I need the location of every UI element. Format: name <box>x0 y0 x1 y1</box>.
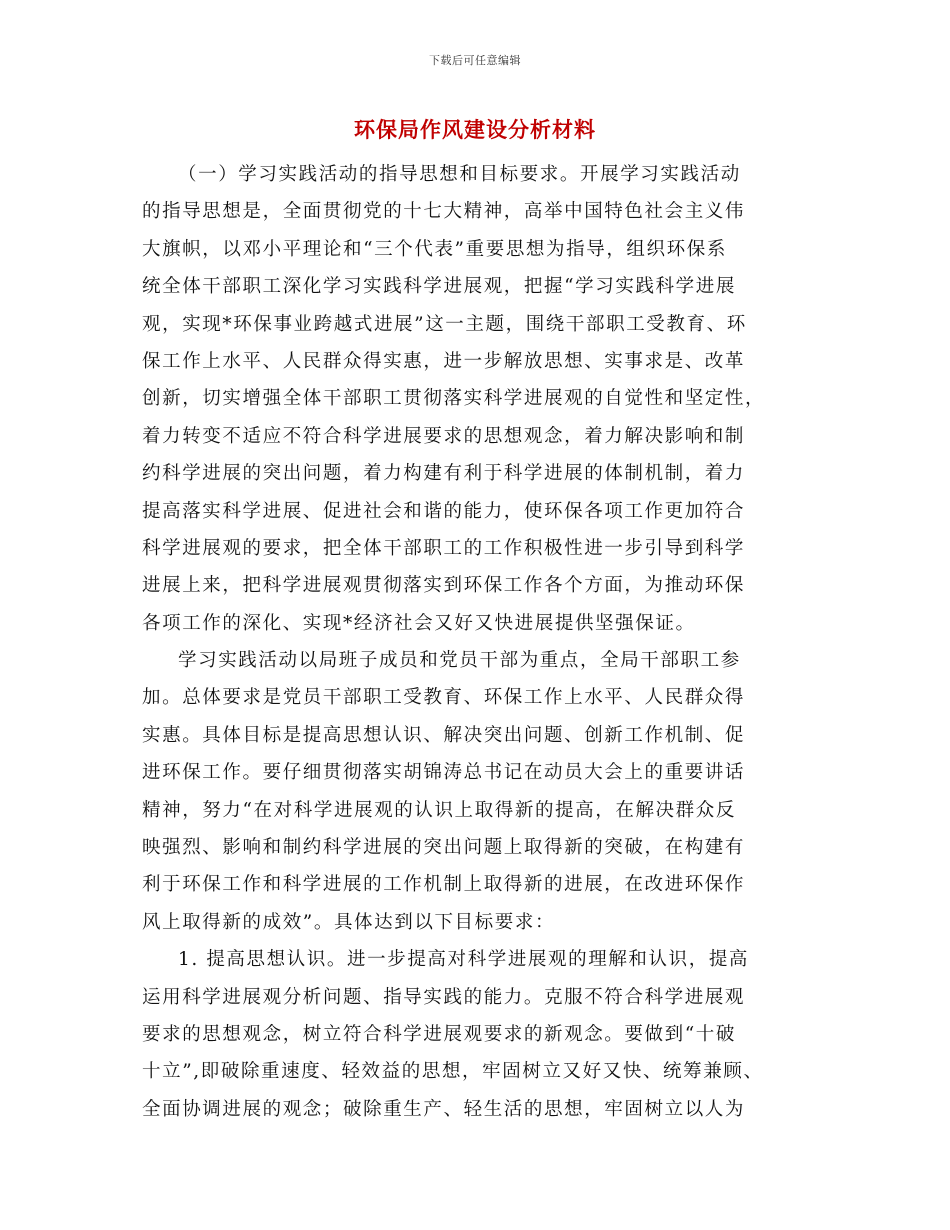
text-line: 创新，切实增强全体干部职工贯彻落实科学进展观的自觉性和坚定性， <box>142 388 766 410</box>
text-line: 统全体干部职工深化学习实践科学进展观，把握“学习实践科学进展 <box>142 276 736 298</box>
text-line: 全面协调进展的观念；破除重生产、轻生活的思想，牢固树立以人为 <box>142 1098 746 1120</box>
text-line: 大旗帜，以邓小平理论和“三个代表”重要思想为指导，组织环保系 <box>142 238 727 260</box>
text-line: 进环保工作。要仔细贯彻落实胡锦涛总书记在动员大会上的重要讲话 <box>142 762 746 784</box>
text-line: 着力转变不适应不符合科学进展要求的思想观念，着力解决影响和制 <box>142 425 746 447</box>
text-line: 精神，努力“在对科学进展观的认识上取得新的提高，在解决群众反 <box>142 799 736 821</box>
text-line: 风上取得新的成效”。具体达到以下目标要求： <box>142 911 556 933</box>
text-line: 实惠。具体目标是提高思想认识、解决突出问题、创新工作机制、促 <box>142 724 746 746</box>
text-line: 提高落实科学进展、促进社会和谐的能力，使环保各项工作更加符合 <box>142 500 746 522</box>
header-note: 下载后可任意编辑 <box>429 54 521 67</box>
text-line: 1. 提高思想认识。进一步提高对科学进展观的理解和认识，提高 <box>178 949 750 971</box>
text-line: 约科学进展的突出问题，着力构建有利于科学进展的体制机制，着力 <box>142 463 746 485</box>
text-line: 科学进展观的要求，把全体干部职工的工作积极性进一步引导到科学 <box>142 537 746 559</box>
text-line: 利于环保工作和科学进展的工作机制上取得新的进展，在改进环保作 <box>142 874 746 896</box>
text-line: 各项工作的深化、实现*经济社会又好又快进展提供坚强保证。 <box>142 612 696 634</box>
text-line: 映强烈、影响和制约科学进展的突出问题上取得新的突破，在构建有 <box>142 837 746 859</box>
document-body <box>142 156 842 1128</box>
text-line: 的指导思想是，全面贯彻党的十七大精神，高举中国特色社会主义伟 <box>142 201 746 223</box>
text-line: 要求的思想观念，树立符合科学进展观要求的新观念。要做到“十破 <box>142 1023 736 1045</box>
text-line: 学习实践活动以局班子成员和党员干部为重点，全局干部职工参 <box>178 650 741 672</box>
text-line: 保工作上水平、人民群众得实惠，进一步解放思想、实事求是、改革 <box>142 350 746 372</box>
text-line: 加。总体要求是党员干部职工受教育、环保工作上水平、人民群众得 <box>142 687 746 709</box>
document-title: 环保局作风建设分析材料 <box>354 117 596 142</box>
text-line: 观，实现*环保事业跨越式进展”这一主题，围绕干部职工受教育、环 <box>142 313 747 335</box>
text-line: （一）学习实践活动的指导思想和目标要求。开展学习实践活动 <box>178 164 741 185</box>
text-line: 十立”,即破除重速度、轻效益的思想，牢固树立又好又快、统筹兼顾、 <box>142 1061 764 1083</box>
text-line: 运用科学进展观分析问题、指导实践的能力。克服不符合科学进展观 <box>142 986 746 1008</box>
text-line: 进展上来，把科学进展观贯彻落实到环保工作各个方面，为推动环保 <box>142 575 746 597</box>
